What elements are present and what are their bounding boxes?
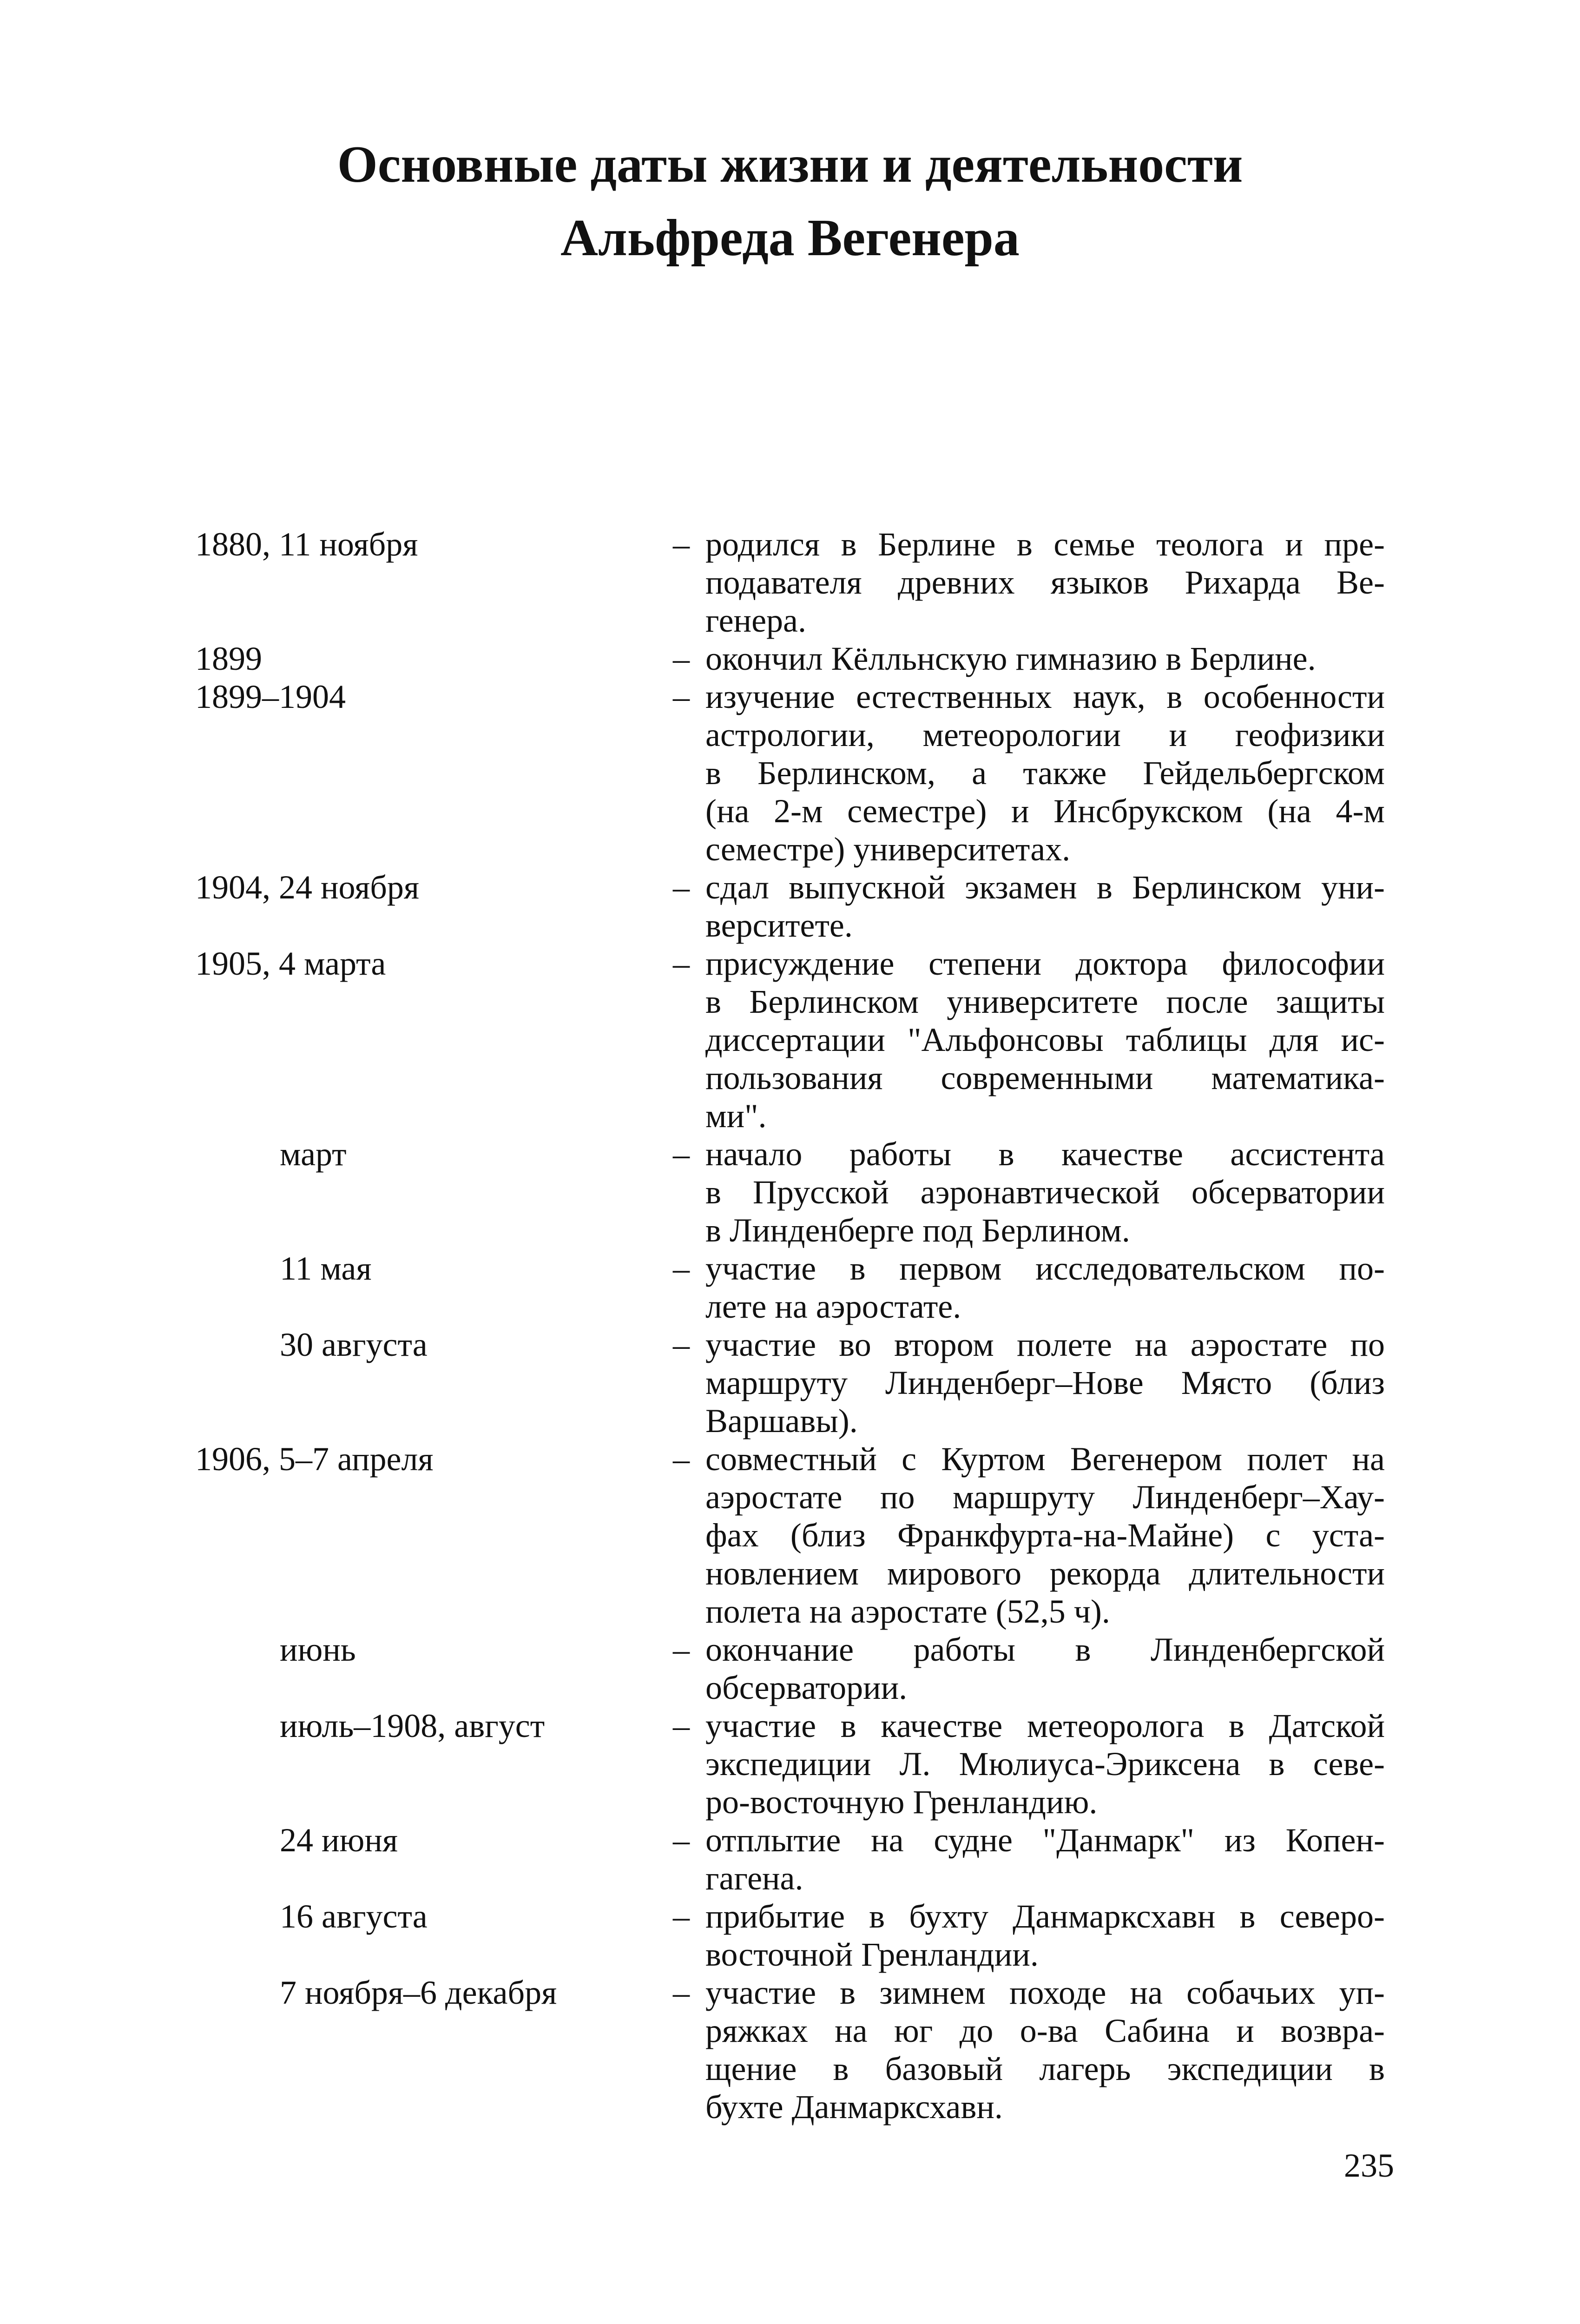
entry-dash: – — [673, 526, 690, 563]
entry-date: 1906, 5–7 апреля — [195, 1440, 434, 1478]
entry-dash: – — [673, 640, 690, 677]
entry-description — [705, 1440, 1385, 1631]
entry-date: март — [280, 1136, 347, 1173]
entry-dash: – — [673, 1898, 690, 1935]
entry-description — [705, 525, 1385, 640]
entry-description-line: экспедиции Л. Мюлиуса-Эриксена в севе- — [705, 1745, 1385, 1783]
entry-description-line: бухте Данмарксхавн. — [705, 2088, 1003, 2126]
entry-date: 30 августа — [280, 1326, 428, 1363]
entry-description-line: верситете. — [705, 907, 853, 944]
entry-description — [705, 1135, 1385, 1249]
entry-date: 1904, 24 ноября — [195, 869, 420, 906]
entry-date: июнь — [280, 1631, 356, 1668]
entry-description-line: в Прусской аэронавтической обсерватории — [705, 1174, 1385, 1211]
entry-dash: – — [673, 945, 690, 982]
entry-dash: – — [673, 1631, 690, 1668]
entry-description-line: участие во втором полете на аэростате по — [705, 1326, 1385, 1363]
entry-dash: – — [673, 1822, 690, 1859]
entry-description-line: участие в зимнем походе на собачьих уп- — [705, 1974, 1385, 2011]
entry-date: 1899 — [195, 640, 262, 677]
entry-description-line: диссертации "Альфонсовы таблицы для ис- — [705, 1021, 1385, 1058]
entry-description-line: генера. — [705, 602, 806, 639]
entry-dash: – — [673, 1707, 690, 1744]
page-number: 235 — [1344, 2147, 1394, 2184]
entry-dash: – — [673, 1250, 690, 1287]
entry-description — [705, 868, 1385, 944]
entry-description-line: в Берлинском университете после защиты — [705, 983, 1385, 1020]
entry-description-line: щение в базовый лагерь экспедиции в — [705, 2050, 1385, 2087]
entry-description-line: фах (близ Франкфурта-на-Майне) с уста- — [705, 1517, 1385, 1554]
entry-description — [705, 1821, 1385, 1897]
entry-description-line: (на 2-м семестре) и Инсбрукском (на 4-м — [705, 792, 1385, 830]
entry-description-line: совместный с Куртом Вегенером полет на — [705, 1440, 1385, 1478]
entry-date: 1905, 4 марта — [195, 945, 386, 982]
entry-date: 1880, 11 ноября — [195, 526, 418, 563]
entry-description-line: участие в качестве метеоролога в Датской — [705, 1707, 1385, 1744]
entry-description-line: ро-восточную Гренландию. — [705, 1783, 1098, 1821]
entry-dash: – — [673, 678, 690, 715]
entry-description-line: Варшавы). — [705, 1402, 858, 1439]
entry-description — [705, 678, 1385, 868]
entry-dash: – — [673, 1440, 690, 1478]
entry-description — [705, 1897, 1385, 1974]
entry-description-line: родился в Берлине в семье теолога и пре- — [705, 526, 1385, 563]
entry-description-line: ми". — [705, 1097, 767, 1135]
entry-description-line: начало работы в качестве ассистента — [705, 1136, 1385, 1173]
entry-description-line: подавателя древних языков Рихарда Ве- — [705, 564, 1385, 601]
entry-dash: – — [673, 1326, 690, 1363]
entry-description-line: отплытие на судне "Данмарк" из Копен- — [705, 1822, 1385, 1859]
entry-description-line: полета на аэростате (52,5 ч). — [705, 1593, 1110, 1630]
page-title-line-1: Основные даты жизни и деятельности — [337, 136, 1243, 193]
entry-dash: – — [673, 1136, 690, 1173]
entry-description-line: прибытие в бухту Данмарксхавн в северо- — [705, 1898, 1385, 1935]
entry-dash: – — [673, 1974, 690, 2011]
entry-description-line: лете на аэростате. — [705, 1288, 961, 1325]
entry-date: 1899–1904 — [195, 678, 346, 715]
entry-description-line: участие в первом исследовательском по- — [705, 1250, 1385, 1287]
page-title-line-2: Альфреда Вегенера — [560, 209, 1020, 267]
entry-description-line: маршруту Линденберг–Нове Място (близ — [705, 1364, 1385, 1401]
entry-description-line: аэростате по маршруту Линденберг–Хау- — [705, 1479, 1385, 1516]
entry-description — [705, 1631, 1385, 1707]
entry-description — [705, 1974, 1385, 2126]
entry-description-line: окончание работы в Линденбергской — [705, 1631, 1385, 1668]
entry-description — [705, 1326, 1385, 1440]
entry-description-line: астрологии, метеорологии и геофизики — [705, 716, 1385, 753]
entry-description-line: в Линденберге под Берлином. — [705, 1212, 1130, 1249]
entry-date: 7 ноября–6 декабря — [280, 1974, 557, 2011]
entry-description-line: изучение естественных наук, в особенности — [705, 678, 1385, 715]
entry-description-line: сдал выпускной экзамен в Берлинском уни- — [705, 869, 1385, 906]
entry-description — [705, 1707, 1385, 1821]
entry-date: 16 августа — [280, 1898, 428, 1935]
entry-description-line: окончил Кёлльнскую гимназию в Берлине. — [705, 640, 1316, 677]
entry-description — [705, 640, 1385, 678]
entry-description-line: новлением мирового рекорда длительности — [705, 1555, 1385, 1592]
entry-description-line: восточной Гренландии. — [705, 1936, 1039, 1973]
entry-date: 11 мая — [280, 1250, 372, 1287]
entry-description — [705, 944, 1385, 1135]
entry-date: июль–1908, август — [280, 1707, 545, 1744]
entry-description-line: семестре) университетах. — [705, 831, 1071, 868]
entry-description — [705, 1249, 1385, 1326]
entry-description-line: в Берлинском, а также Гейдельбергском — [705, 754, 1385, 792]
entry-description-line: гагена. — [705, 1860, 803, 1897]
entry-description-line: присуждение степени доктора философии — [705, 945, 1385, 982]
entry-description-line: обсерватории. — [705, 1669, 908, 1706]
entry-description-line: ряжках на юг до о-ва Сабина и возвра- — [705, 2012, 1385, 2049]
entry-description-line: пользования современными математика- — [705, 1059, 1385, 1096]
entry-dash: – — [673, 869, 690, 906]
entry-date: 24 июня — [280, 1822, 398, 1859]
